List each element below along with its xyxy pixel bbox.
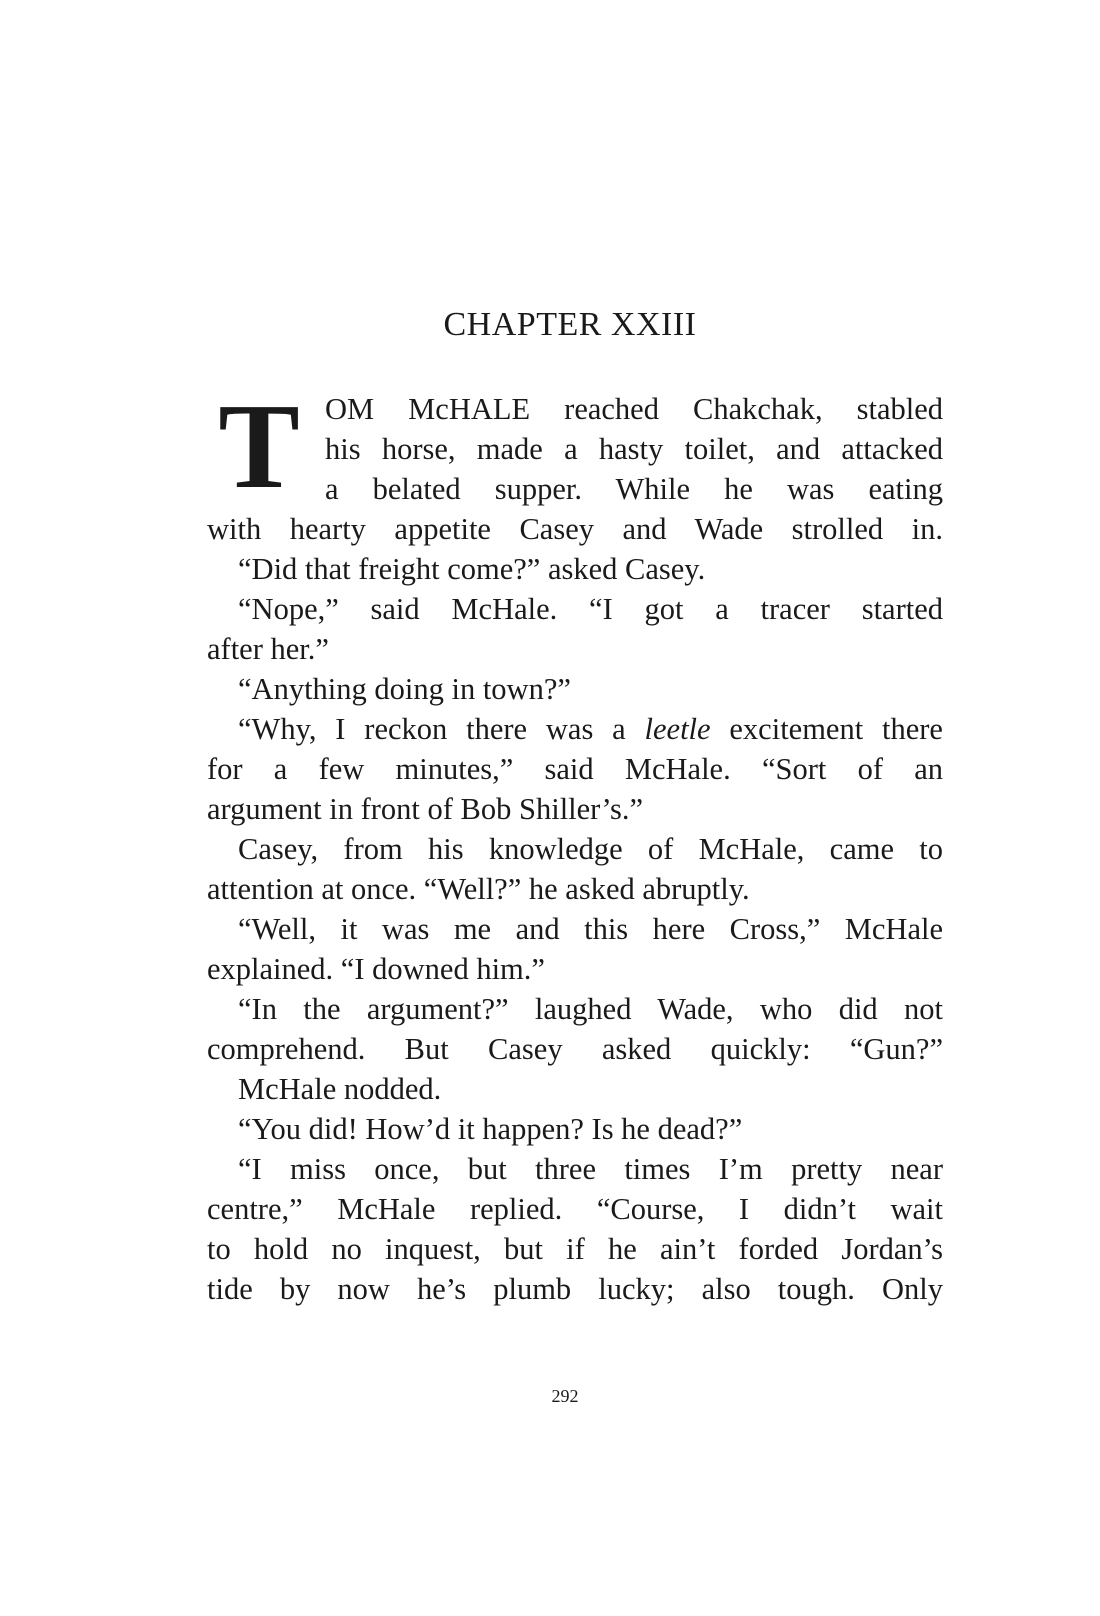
text-line: McHale nodded.	[238, 1072, 442, 1106]
text-line: explained. “I downed him.”	[207, 952, 545, 986]
page-number: 292	[551, 1386, 579, 1406]
text-line: “Nope,” said McHale. “I got a tracer started	[238, 592, 943, 626]
drop-cap: T	[218, 379, 300, 514]
text-line: tide by now he’s plumb lucky; also tough. Only	[207, 1272, 943, 1306]
text-line: “You did! How’d it happen? Is he dead?”	[238, 1112, 743, 1146]
text-line: with hearty appetite Casey and Wade strolled in.	[207, 512, 943, 546]
text-line: his horse, made a hasty toilet, and attacked	[325, 432, 943, 466]
text-line: for a few minutes,” said McHale. “Sort of an	[207, 752, 943, 786]
text-line: OM McHALE reached Chakchak, stabled	[325, 392, 943, 426]
text-line: comprehend. But Casey asked quickly: “Gun?”	[207, 1032, 943, 1066]
text-line: to hold no inquest, but if he ain’t forded Jordan’s	[207, 1232, 943, 1266]
text-fragment: “Why, I reckon there was a	[238, 712, 645, 746]
text-line: centre,” McHale replied. “Course, I didn’t wait	[207, 1192, 943, 1226]
chapter-body	[207, 379, 943, 1309]
text-line: “I miss once, but three times I’m pretty near	[238, 1152, 943, 1186]
text-line: after her.”	[207, 632, 329, 666]
text-line: “Anything doing in town?”	[238, 672, 571, 706]
text-line	[207, 709, 943, 749]
text-line: “In the argument?” laughed Wade, who did not	[238, 992, 943, 1026]
drop-cap-lines	[325, 389, 943, 509]
text-line: a belated supper. While he was eating	[325, 472, 943, 506]
chapter-title: CHAPTER XXIII	[443, 306, 697, 343]
text-line: argument in front of Bob Shiller’s.”	[207, 792, 643, 826]
text-line: Casey, from his knowledge of McHale, came to	[238, 832, 943, 866]
text-line: “Well, it was me and this here Cross,” McHale	[238, 912, 943, 946]
text-fragment: excitement there	[710, 712, 943, 746]
text-line: attention at once. “Well?” he asked abruptly.	[207, 872, 750, 906]
italic-word: leetle	[644, 712, 711, 746]
text-line: “Did that freight come?” asked Casey.	[238, 552, 706, 586]
